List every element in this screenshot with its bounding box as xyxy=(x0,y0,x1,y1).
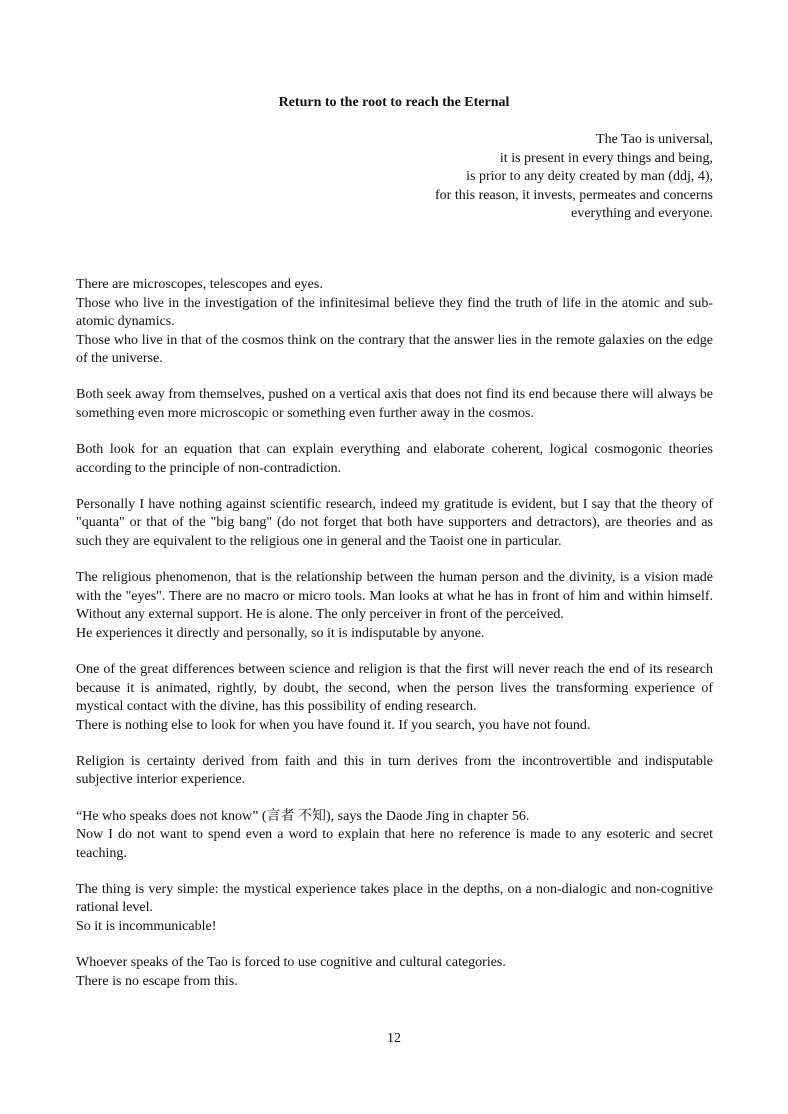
paragraph-line: Personally I have nothing against scientific research, indeed my gratitude is evident, but I say that the theory of "quanta" or that of the "big bang" (do not forget that both have supporters and detractors), are theories and as such they are equivalent to the religious one in general and the Taoist one in particular. xyxy=(76,496,713,550)
paragraph xyxy=(76,753,713,790)
paragraph-line: He experiences it directly and personally, so it is indisputable by anyone. xyxy=(76,625,485,641)
paragraph-line: Those who live in the investigation of the infinitesimal believe they find the truth of life in the atomic and sub-atomic dynamics. xyxy=(76,295,713,330)
paragraph xyxy=(76,441,713,478)
body-text xyxy=(76,276,713,991)
paragraph-line: So it is incommunicable! xyxy=(76,919,217,935)
epigraph-line: is prior to any deity created by man (ddj, 4), xyxy=(466,169,713,185)
paragraph xyxy=(76,954,713,991)
paragraph-line: Both look for an equation that can explain everything and elaborate coherent, logical cosmogonic theories according to the principle of non-contradiction. xyxy=(76,442,713,476)
paragraph xyxy=(76,386,713,423)
paragraph-line: “He who speaks does not know” (言者 不知), says the Daode Jing in chapter 56. xyxy=(76,808,530,824)
paragraph xyxy=(76,881,713,937)
epigraph xyxy=(293,131,713,224)
paragraph-line: Those who live in that of the cosmos think on the contrary that the answer lies in the remote galaxies on the edge of the universe. xyxy=(76,332,713,367)
paragraph-line: There is nothing else to look for when you have found it. If you search, you have not found. xyxy=(76,717,591,733)
document-title: Return to the root to reach the Eternal xyxy=(278,95,510,110)
paragraph xyxy=(76,808,713,864)
paragraph-line: There are microscopes, telescopes and eyes. xyxy=(76,277,323,292)
paragraph xyxy=(76,661,713,735)
paragraph xyxy=(76,569,713,643)
paragraph xyxy=(76,496,713,552)
paragraph-line: The thing is very simple: the mystical experience takes place in the depths, on a non-dialogic and non-cognitive rational level. xyxy=(76,881,713,916)
paragraph xyxy=(76,276,713,369)
epigraph-line: for this reason, it invests, permeates and concerns xyxy=(435,187,713,203)
paragraph-line: Whoever speaks of the Tao is forced to use cognitive and cultural categories. xyxy=(76,955,506,971)
paragraph-line: Religion is certainty derived from faith and this in turn derives from the incontrovertible and indisputable subjective interior experience. xyxy=(76,753,713,788)
paragraph-line: Now I do not want to spend even a word to explain that here no reference is made to any esoteric and secret teaching. xyxy=(76,827,713,861)
paragraph-line: There is no escape from this. xyxy=(76,973,238,989)
page-number: 12 xyxy=(387,1031,401,1046)
epigraph-line: everything and everyone. xyxy=(571,206,713,222)
paragraph-line: One of the great differences between science and religion is that the first will never reach the end of its research because it is animated, rightly, by doubt, the second, when the person lives the transforming experience of mystical contact with the divine, has this possibility of ending research. xyxy=(76,662,713,715)
epigraph-line: The Tao is universal, xyxy=(596,132,713,147)
paragraph-line: The religious phenomenon, that is the relationship between the human person and the divinity, is a vision made with the "eyes". There are no macro or micro tools. Man looks at what he has in front of him and within himself. Without any external support. He is alone. The only perceiver in front of the perceived. xyxy=(76,570,713,623)
epigraph-line: it is present in every things and being, xyxy=(499,150,713,166)
paragraph-line: Both seek away from themselves, pushed on a vertical axis that does not find its end because there will always be something even more microscopic or something even further away in the cosmos. xyxy=(76,387,713,422)
